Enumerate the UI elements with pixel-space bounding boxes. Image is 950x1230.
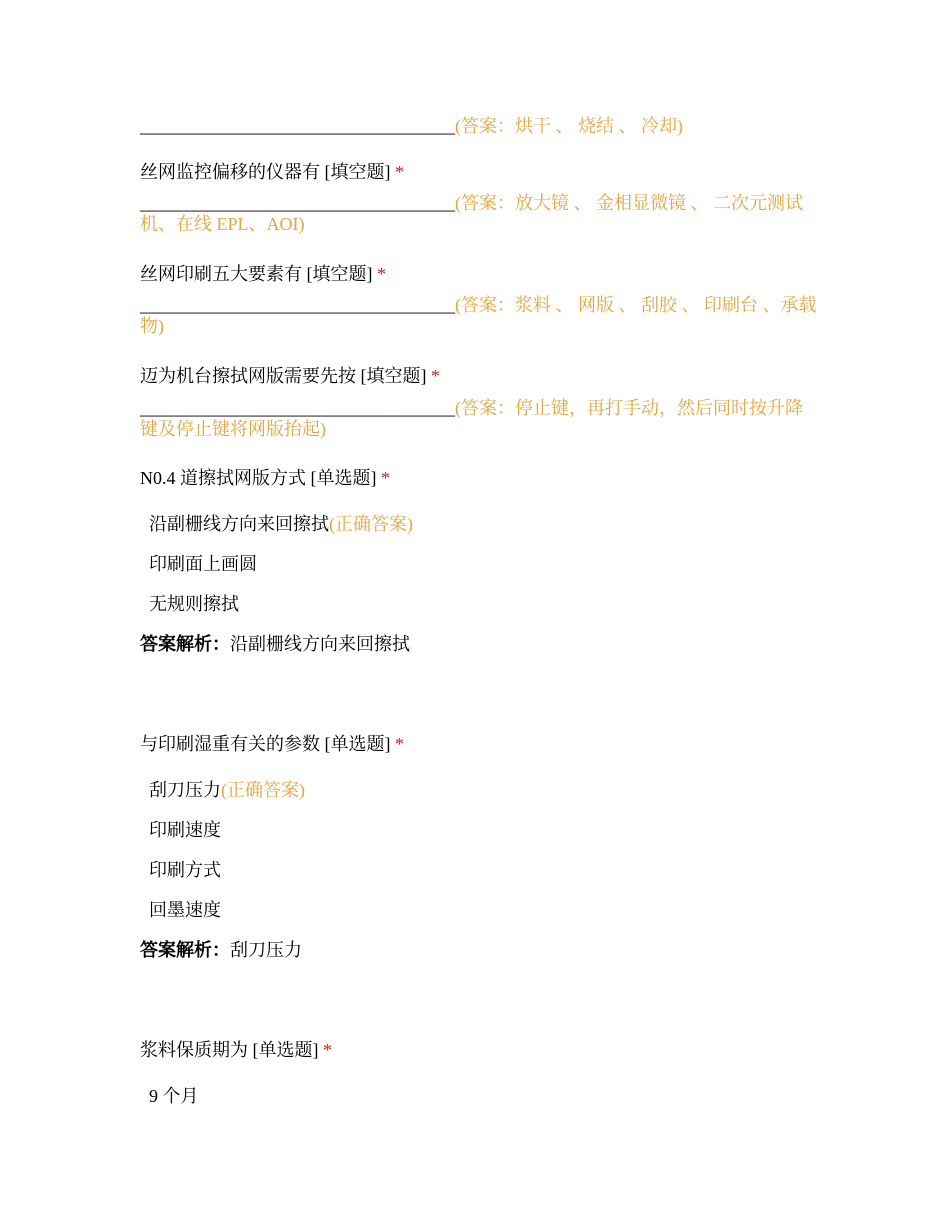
- q6-type: [单选题]: [252, 1040, 319, 1060]
- q5-option-3-label: 印刷方式: [149, 860, 221, 880]
- q0-answer: (答案：烘干 、 烧结 、 冷却): [455, 116, 683, 136]
- q6-title: [140, 1036, 332, 1062]
- q5-option-1[interactable]: [149, 776, 305, 802]
- q3-type: [填空题]: [360, 366, 427, 386]
- q5-option-4-label: 回墨速度: [149, 900, 221, 920]
- q2-blank: ___________________________________: [140, 295, 455, 315]
- q3-required-mark: *: [431, 366, 440, 386]
- q4-title-text: N0.4 道擦拭网版方式: [140, 468, 306, 488]
- q5-correct-tag: (正确答案): [221, 780, 305, 800]
- q1-title-text: 丝网监控偏移的仪器有: [140, 162, 320, 182]
- q4-title: [140, 464, 390, 490]
- q2-required-mark: *: [377, 264, 386, 284]
- q5-option-4[interactable]: [149, 896, 221, 922]
- q5-option-2[interactable]: [149, 816, 221, 842]
- q4-option-3-label: 无规则擦拭: [149, 594, 239, 614]
- q4-type: [单选题]: [310, 468, 377, 488]
- q6-option-1[interactable]: [149, 1082, 199, 1108]
- q5-title: [140, 730, 404, 756]
- q4-option-2-label: 印刷面上画圆: [149, 554, 257, 574]
- q4-option-2[interactable]: [149, 550, 257, 576]
- q0-blank: ___________________________________: [140, 116, 455, 136]
- q2-type: [填空题]: [306, 264, 373, 284]
- q6-title-text: 浆料保质期为: [140, 1040, 248, 1060]
- q4-analysis-label: 答案解析：: [140, 634, 230, 654]
- q5-title-text: 与印刷湿重有关的参数: [140, 734, 320, 754]
- q1-blank: ___________________________________: [140, 193, 455, 213]
- q2-answer-line: [140, 295, 820, 337]
- q4-correct-tag: (正确答案): [329, 514, 413, 534]
- q4-option-1-label: 沿副栅线方向来回擦拭: [149, 514, 329, 534]
- q3-title-text: 迈为机台擦拭网版需要先按: [140, 366, 356, 386]
- q2-title: [140, 260, 386, 286]
- q3-answer-line: [140, 398, 820, 440]
- q5-type: [单选题]: [324, 734, 391, 754]
- q1-answer-line: [140, 193, 820, 235]
- q4-analysis: [140, 630, 410, 656]
- q4-required-mark: *: [381, 468, 390, 488]
- q5-option-1-label: 刮刀压力: [149, 780, 221, 800]
- q1-required-mark: *: [395, 162, 404, 182]
- q4-option-1[interactable]: [149, 510, 413, 536]
- q1-title: [140, 158, 404, 184]
- q4-analysis-text: 沿副栅线方向来回擦拭: [230, 634, 410, 654]
- q6-option-1-label: 9 个月: [149, 1086, 199, 1106]
- q3-blank: ___________________________________: [140, 398, 455, 418]
- q5-required-mark: *: [395, 734, 404, 754]
- q2-answer: (答案：浆料 、 网版 、 刮胶 、 印刷台 、承载物): [140, 295, 817, 336]
- q2-title-text: 丝网印刷五大要素有: [140, 264, 302, 284]
- q5-option-2-label: 印刷速度: [149, 820, 221, 840]
- q3-answer: (答案：停止键，再打手动，然后同时按升降键及停止键将网版抬起): [140, 398, 803, 439]
- q5-analysis-text: 刮刀压力: [230, 940, 302, 960]
- q1-type: [填空题]: [324, 162, 391, 182]
- q5-analysis-label: 答案解析：: [140, 940, 230, 960]
- q4-option-3[interactable]: [149, 590, 239, 616]
- q5-option-3[interactable]: [149, 856, 221, 882]
- q0-answer-line: [140, 112, 683, 138]
- q1-answer: (答案：放大镜 、 金相显微镜 、 二次元测试机、在线 EPL、AOI): [140, 193, 803, 234]
- q3-title: [140, 362, 440, 388]
- q5-analysis: [140, 936, 302, 962]
- q6-required-mark: *: [323, 1040, 332, 1060]
